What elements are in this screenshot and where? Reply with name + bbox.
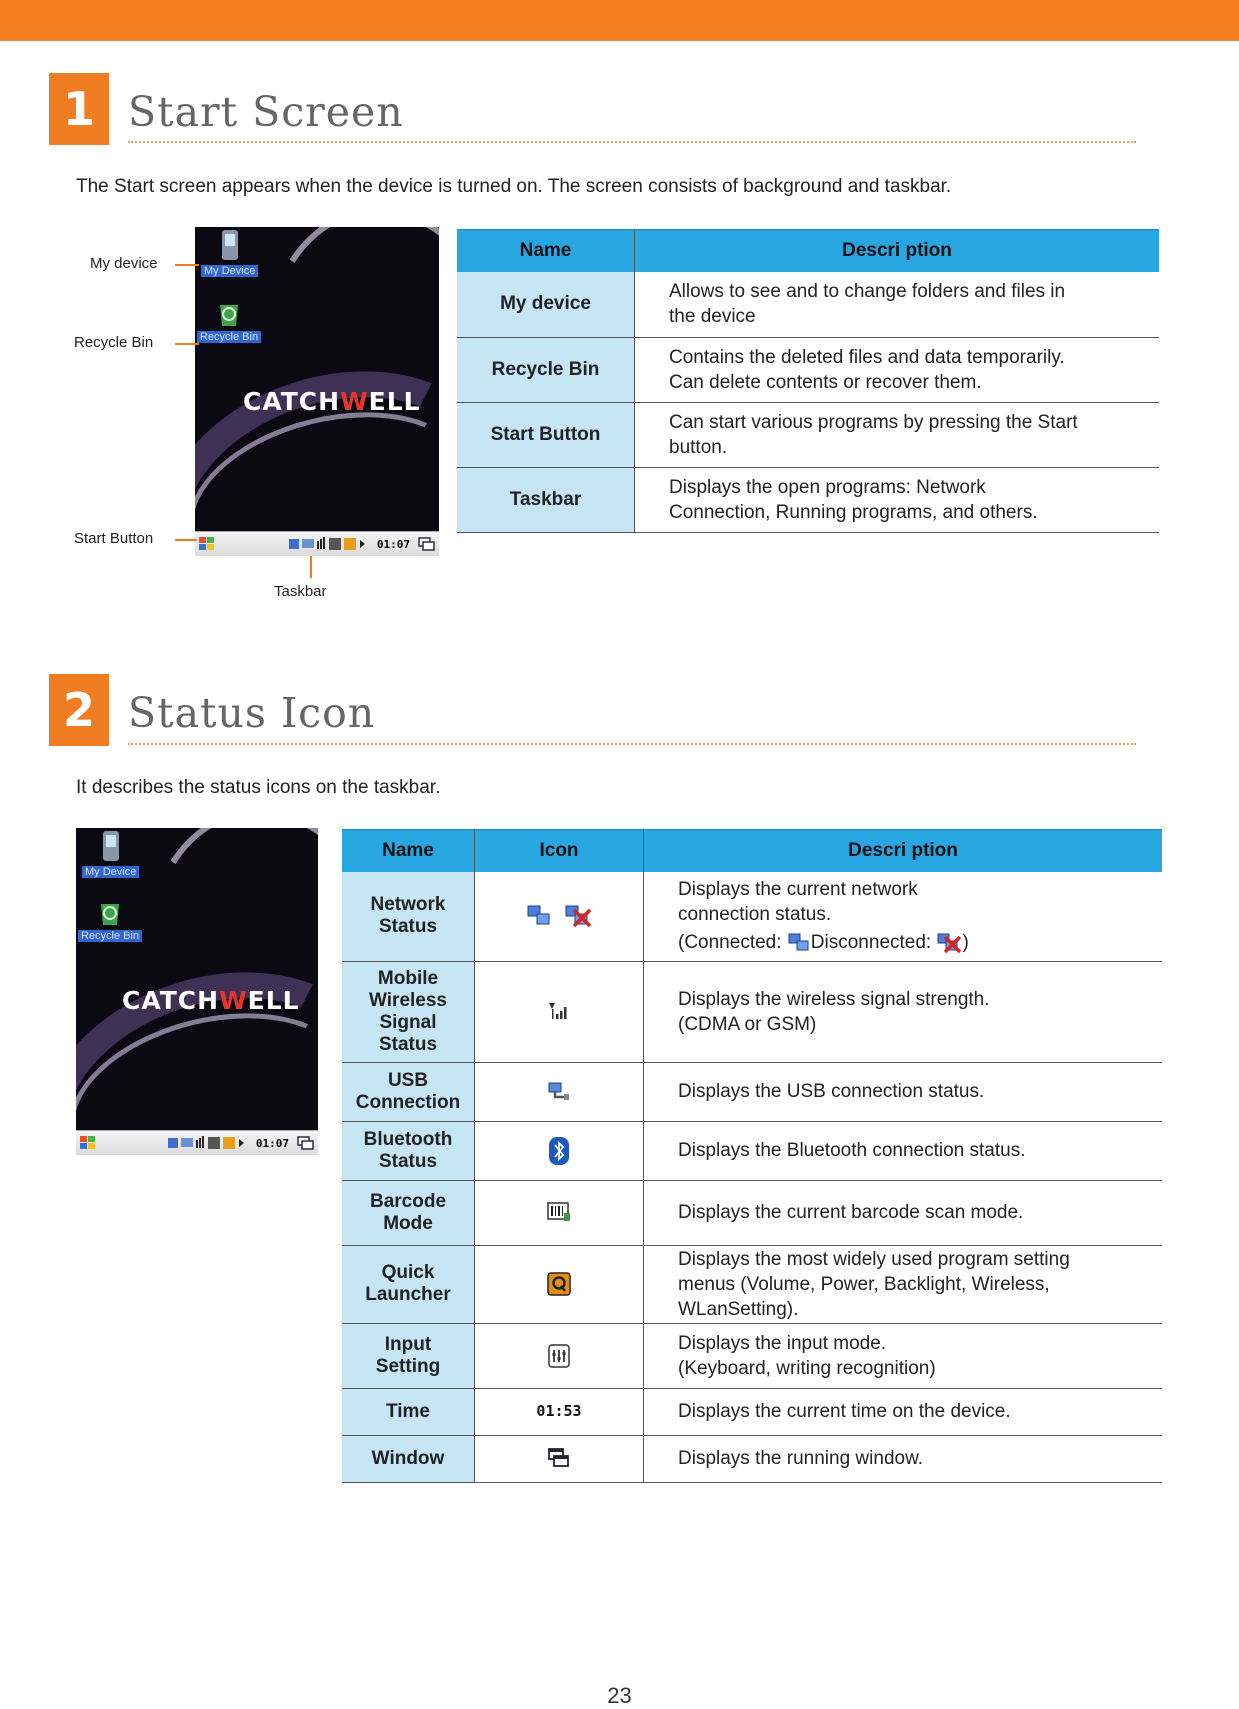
table-header-name: Name xyxy=(457,230,635,273)
row-name: Taskbar xyxy=(457,467,635,532)
recycle-bin-icon xyxy=(97,898,123,926)
table-header-name: Name xyxy=(342,830,475,873)
row-description: Displays the USB connection status. xyxy=(644,1062,1163,1121)
row-icon-cell xyxy=(475,1245,644,1323)
row-name: Bluetooth Status xyxy=(342,1121,475,1180)
taskbar-status-icons xyxy=(289,536,375,552)
row-icon-cell xyxy=(475,1180,644,1245)
bluetooth-icon xyxy=(548,1136,570,1166)
callout-line xyxy=(175,539,197,541)
section-1-title: Start Screen xyxy=(128,88,404,136)
row-description: Displays the open programs: Network Connection, Running programs, and others. xyxy=(635,467,1160,532)
row-description: Can start various programs by pressing the Start button. xyxy=(635,402,1160,467)
row-icon-cell xyxy=(475,1121,644,1180)
callout-line xyxy=(310,556,312,578)
taskbar-window-icon[interactable] xyxy=(297,1135,315,1151)
section-2-divider xyxy=(128,743,1136,745)
network-disconnected-icon xyxy=(564,904,592,928)
recycle-bin-icon xyxy=(216,299,242,327)
table-row xyxy=(342,1180,1162,1245)
callout-start-button: Start Button xyxy=(74,530,154,547)
phone-taskbar xyxy=(76,1130,318,1155)
row-name: Input Setting xyxy=(342,1323,475,1388)
row-name: Barcode Mode xyxy=(342,1180,475,1245)
row-name: Recycle Bin xyxy=(457,337,635,402)
network-connected-icon xyxy=(787,932,811,954)
row-name: Quick Launcher xyxy=(342,1245,475,1323)
top-orange-bar xyxy=(0,0,1239,41)
row-description: Displays the current network connection status. (Connected: Disconnected: ) xyxy=(644,872,1163,961)
my-device-desktop-label: My Device xyxy=(201,265,258,277)
table-row xyxy=(342,1245,1162,1323)
pda-icon xyxy=(219,229,241,261)
my-device-desktop-label: My Device xyxy=(82,866,139,878)
callout-recycle-bin: Recycle Bin xyxy=(74,334,154,351)
table-row xyxy=(457,402,1159,467)
callout-line xyxy=(175,343,199,345)
table-row xyxy=(457,272,1159,337)
row-description: Contains the deleted files and data temporarily. Can delete contents or recover them. xyxy=(635,337,1160,402)
section-2-intro: It describes the status icons on the taskbar. xyxy=(76,777,441,798)
taskbar-window-icon[interactable] xyxy=(418,536,436,552)
recycle-bin-desktop-icon[interactable] xyxy=(197,299,261,345)
windows-start-icon[interactable] xyxy=(79,1135,97,1151)
taskbar-status-icons xyxy=(168,1135,254,1151)
section-1-number: 1 xyxy=(49,73,109,145)
row-name: Window xyxy=(342,1435,475,1482)
row-description: Displays the most widely used program setting menus (Volume, Power, Backlight, Wireless, WLanSetting). xyxy=(644,1245,1163,1323)
table-header-description: Descri ption xyxy=(635,230,1160,273)
row-icon-cell xyxy=(475,872,644,961)
table-row xyxy=(342,872,1162,961)
page-number: 23 xyxy=(607,1683,632,1708)
table-row xyxy=(342,961,1162,1062)
catchwell-logo: CATCHWELL xyxy=(243,387,421,416)
my-device-desktop-icon[interactable] xyxy=(201,229,258,279)
row-name: My device xyxy=(457,272,635,337)
callout-my-device: My device xyxy=(90,255,158,272)
window-icon xyxy=(547,1447,571,1469)
row-description: Displays the Bluetooth connection status. xyxy=(644,1121,1163,1180)
recycle-bin-desktop-label: Recycle Bin xyxy=(197,331,261,343)
table-row xyxy=(342,1388,1162,1435)
pda-icon xyxy=(100,830,122,862)
status-screen-screenshot xyxy=(76,828,318,1155)
row-name: Start Button xyxy=(457,402,635,467)
callout-taskbar: Taskbar xyxy=(274,583,327,600)
row-description: Displays the wireless signal strength. (CDMA or GSM) xyxy=(644,961,1163,1062)
row-description: Allows to see and to change folders and files in the device xyxy=(635,272,1160,337)
row-name: Time xyxy=(342,1388,475,1435)
row-icon-cell xyxy=(475,1323,644,1388)
phone-taskbar xyxy=(195,531,439,556)
barcode-icon xyxy=(547,1201,571,1223)
section-2-title: Status Icon xyxy=(128,689,376,737)
row-name: Network Status xyxy=(342,872,475,961)
network-connected-icon xyxy=(526,904,552,928)
time-icon: 01:53 xyxy=(536,1402,582,1421)
catchwell-logo: CATCHWELL xyxy=(122,986,300,1015)
start-screen-screenshot xyxy=(195,227,439,556)
start-screen-table xyxy=(457,229,1159,533)
table-row xyxy=(457,467,1159,532)
taskbar-time: 01:07 xyxy=(255,1136,289,1150)
table-row xyxy=(342,1435,1162,1482)
table-header-description: Descri ption xyxy=(644,830,1163,873)
row-description: Displays the current barcode scan mode. xyxy=(644,1180,1163,1245)
row-description: Displays the running window. xyxy=(644,1435,1163,1482)
row-description: Displays the input mode. (Keyboard, writing recognition) xyxy=(644,1323,1163,1388)
windows-start-icon[interactable] xyxy=(198,536,216,552)
section-1-intro: The Start screen appears when the device is turned on. The screen consists of background and taskbar. xyxy=(76,176,952,197)
section-1-divider xyxy=(128,141,1136,143)
signal-strength-icon xyxy=(548,1001,570,1021)
row-name: Mobile Wireless Signal Status xyxy=(342,961,475,1062)
recycle-bin-desktop-icon[interactable] xyxy=(78,898,142,944)
table-row xyxy=(342,1323,1162,1388)
row-icon-cell xyxy=(475,1062,644,1121)
status-icon-table xyxy=(342,829,1162,1483)
row-name: USB Connection xyxy=(342,1062,475,1121)
my-device-desktop-icon[interactable] xyxy=(82,830,139,880)
table-header-icon: Icon xyxy=(475,830,644,873)
row-description: Displays the current time on the device. xyxy=(644,1388,1163,1435)
recycle-bin-desktop-label: Recycle Bin xyxy=(78,930,142,942)
row-icon-cell xyxy=(475,1435,644,1482)
callout-line xyxy=(175,264,199,266)
usb-icon xyxy=(547,1080,571,1102)
row-icon-cell xyxy=(475,961,644,1062)
taskbar-time: 01:07 xyxy=(376,537,410,551)
section-2-number: 2 xyxy=(49,674,109,746)
table-row xyxy=(342,1121,1162,1180)
table-row xyxy=(457,337,1159,402)
quick-launcher-icon xyxy=(547,1272,571,1296)
row-icon-cell xyxy=(475,1388,644,1435)
table-row xyxy=(342,1062,1162,1121)
input-mode-icon xyxy=(548,1344,570,1368)
network-disconnected-icon xyxy=(936,932,962,954)
